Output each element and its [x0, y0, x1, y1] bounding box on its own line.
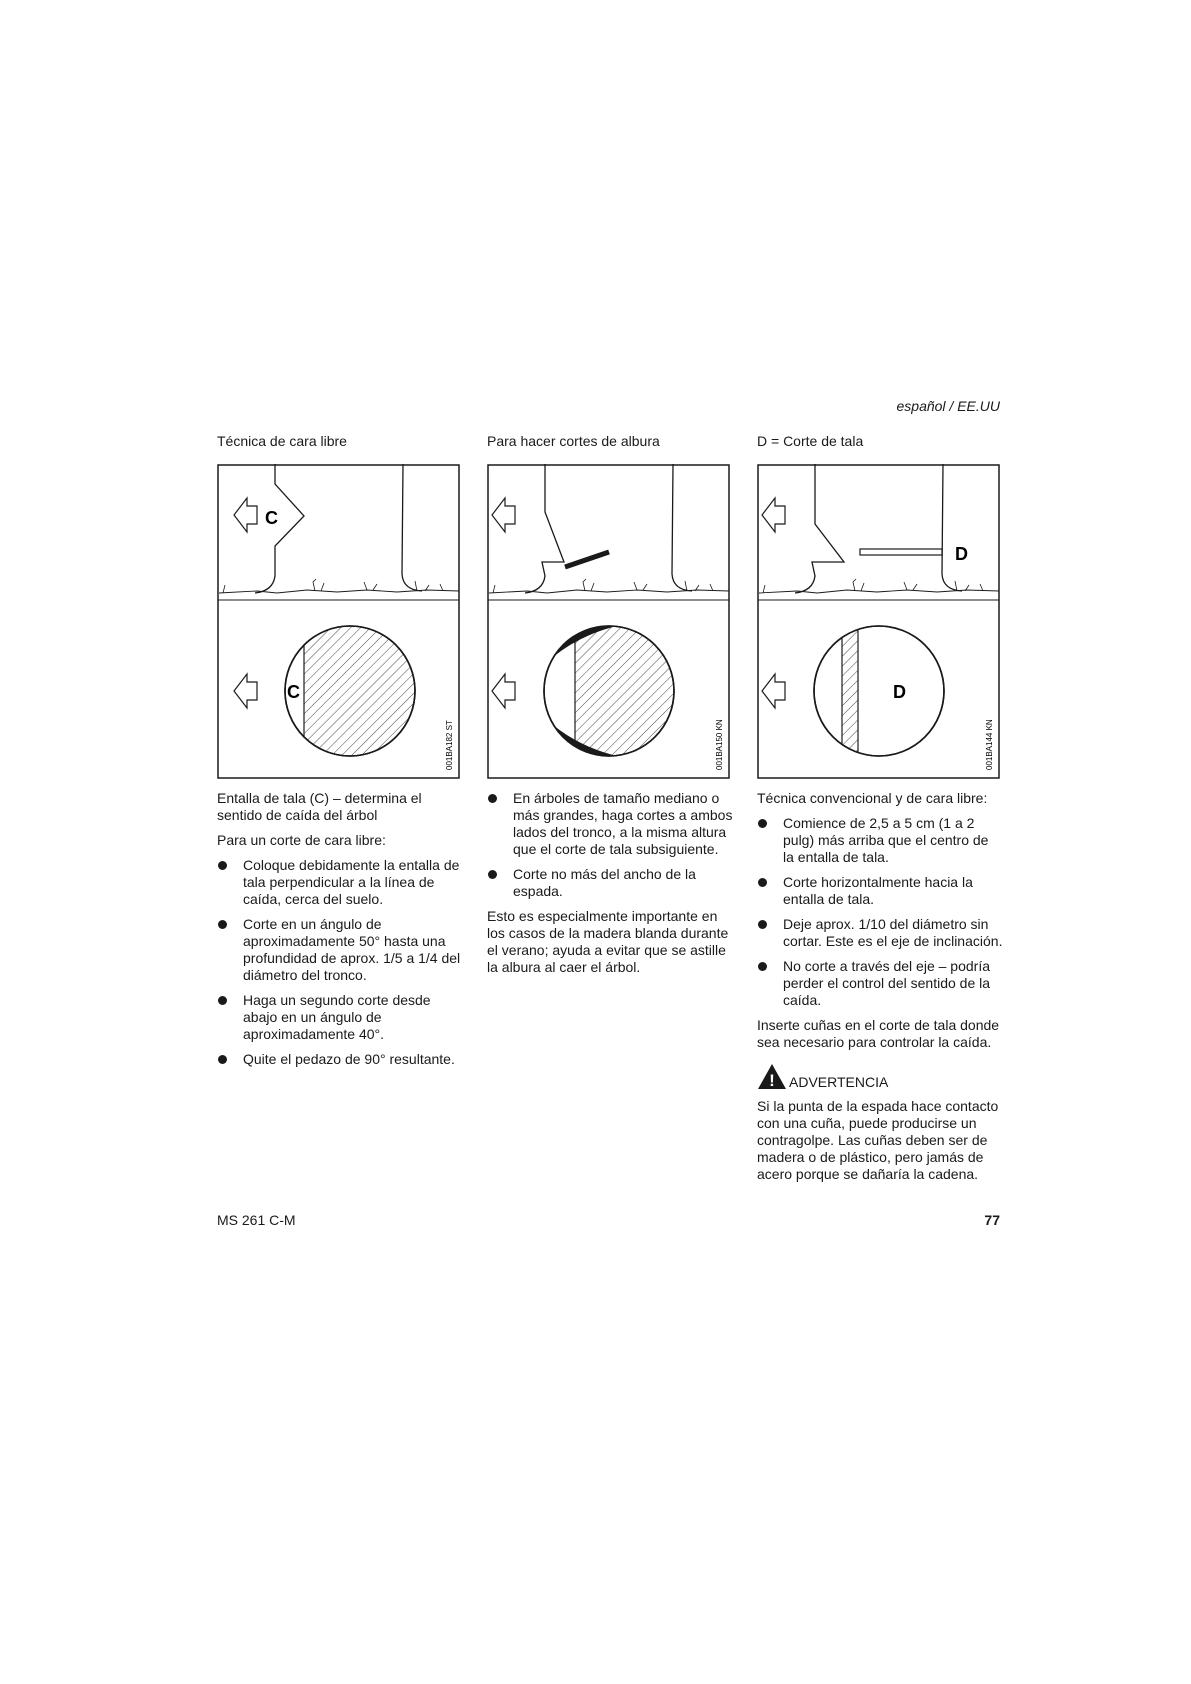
- figure-3-code: 001BA144 KN: [985, 719, 994, 770]
- column-3-text: [757, 790, 1003, 1191]
- list-item: Quite el pedazo de 90° resultante.: [217, 1051, 463, 1068]
- column-1-bullets: [217, 857, 463, 1068]
- column-2-bullets: [487, 790, 733, 900]
- figure-2-code: 001BA150 KN: [715, 719, 724, 770]
- figure-sapwood-drawing: [487, 464, 730, 779]
- figure-3-label-top: D: [955, 544, 968, 564]
- figure-3-label-bottom: D: [893, 682, 906, 702]
- footer-model: MS 261 C-M: [217, 1212, 296, 1228]
- figure-felling-cut: [757, 464, 1000, 779]
- column-1-text: [217, 790, 463, 1076]
- column-3-wedge-note: Inserte cuñas en el corte de tala donde sea necesario para controlar la caída.: [757, 1017, 1000, 1050]
- column-2-title: Para hacer cortes de albura: [487, 433, 660, 449]
- column-3-title: D = Corte de tala: [757, 433, 864, 449]
- figure-1-label-top: C: [265, 508, 278, 528]
- figure-1-code: 001BA182 ST: [445, 720, 454, 770]
- warning-heading: [757, 1063, 1003, 1090]
- list-item: Corte horizontalmente hacia la entalla de tala.: [757, 874, 1003, 908]
- figure-1-label-bottom: C: [287, 682, 300, 702]
- figure-open-face-drawing: [217, 464, 460, 779]
- page-number: 77: [984, 1212, 1000, 1228]
- list-item: Deje aprox. 1/10 del diámetro sin cortar. Este es el eje de inclinación.: [757, 916, 1003, 950]
- list-item: Haga un segundo corte desde abajo en un ángulo de aproximadamente 40°.: [217, 992, 463, 1043]
- list-item: Comience de 2,5 a 5 cm (1 a 2 pulg) más arriba que el centro de la entalla de tala.: [757, 815, 1003, 866]
- list-item: No corte a través del eje – podría perder el control del sentido de la caída.: [757, 958, 1003, 1009]
- list-item: Coloque debidamente la entalla de tala perpendicular a la línea de caída, cerca del suelo.: [217, 857, 463, 908]
- list-item: Corte en un ángulo de aproximadamente 50° hasta una profundidad de aprox. 1/5 a 1/4 del diámetro del tronco.: [217, 916, 463, 984]
- list-item: En árboles de tamaño mediano o más grandes, haga cortes a ambos lados del tronco, a la misma altura que el corte de tala subsiguiente.: [487, 790, 733, 858]
- column-2-note: Esto es especialmente importante en los casos de la madera blanda durante el verano; ayuda a evitar que se astille la albura al caer el árbol.: [487, 908, 729, 975]
- column-2-text: [487, 790, 733, 984]
- column-1-title: Técnica de cara libre: [217, 433, 347, 449]
- figure-open-face: [217, 464, 460, 779]
- warning-label: ADVERTENCIA: [789, 1074, 889, 1090]
- figure-felling-drawing: [757, 464, 1000, 779]
- column-3-intro: Técnica convencional y de cara libre:: [757, 790, 988, 806]
- figure-sapwood-cuts: [487, 464, 730, 779]
- column-1-subintro: Para un corte de cara libre:: [217, 832, 386, 848]
- warning-triangle-icon: [757, 1063, 787, 1090]
- column-1-intro: Entalla de tala (C) – determina el sentido de caída del árbol: [217, 790, 422, 823]
- list-item: Corte no más del ancho de la espada.: [487, 866, 733, 900]
- warning-text: Si la punta de la espada hace contacto con una cuña, puede producirse un contragolpe. Las cuñas deben ser de madera o de plástico, pero jamás de acero porque se dañaría la cadena.: [757, 1098, 999, 1182]
- language-label: español / EE.UU: [896, 398, 1000, 414]
- column-3-bullets: [757, 815, 1003, 1009]
- warning-symbol: !: [769, 1071, 775, 1090]
